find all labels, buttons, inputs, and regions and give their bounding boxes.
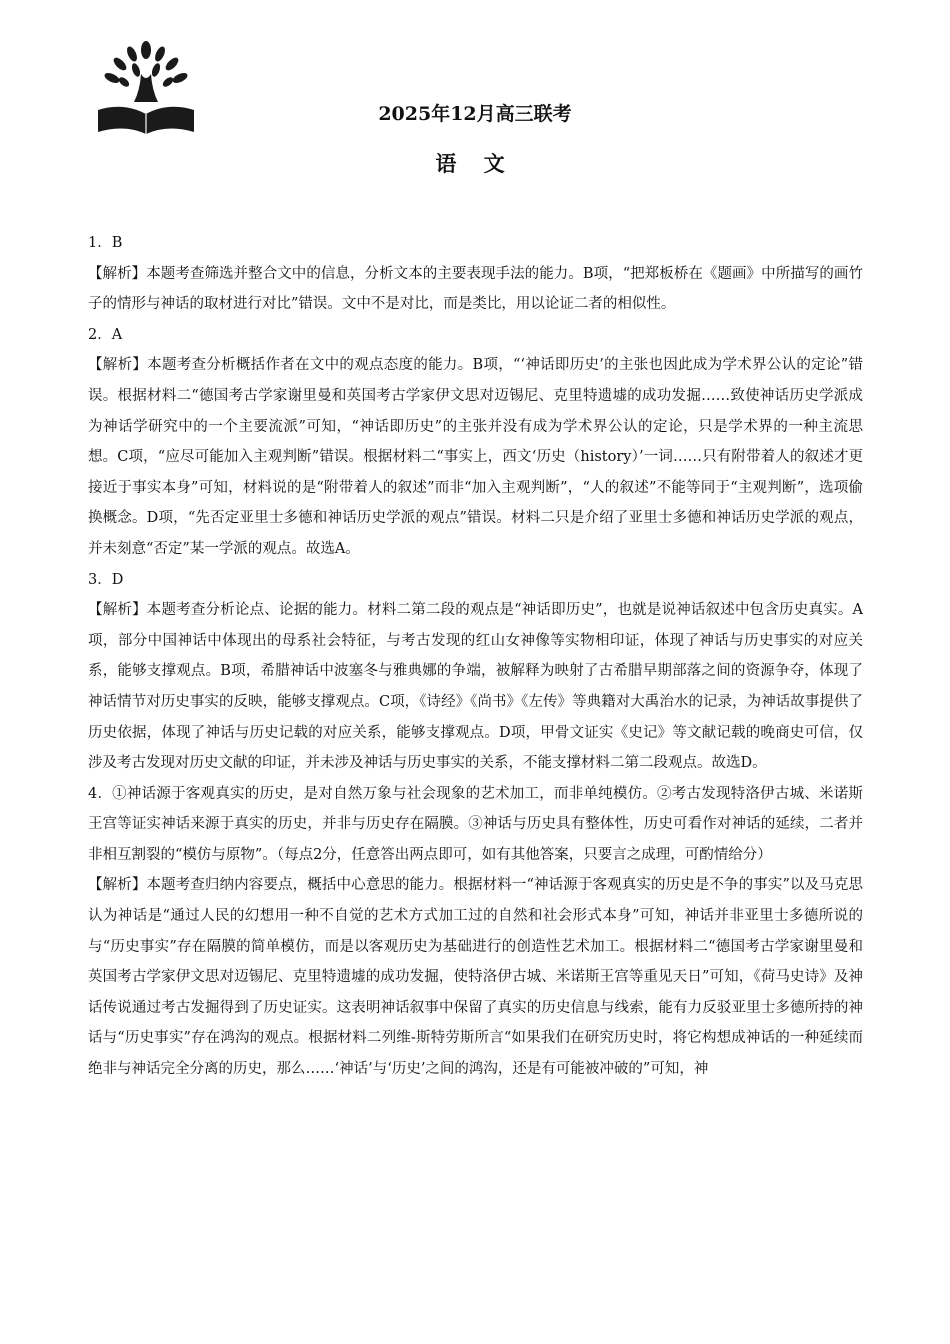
subject-title: 语 文 [435, 151, 515, 176]
analysis-2: 【解析】本题考查分析概括作者在文中的观点态度的能力。B项，“‘神话即历史’的主张也因此成为学术界公认的定论”错误。根据材料二“德国考古学家谢里曼和英国考古学家伊文思对迈锡尼、克里特遗墟的成功发掘……致使神话历史学派成为神话学研究中的一个主要流派”可知，“神话即历史”的主张并没有成为学术界公认的定论，只是学术界的一种主流思想。C项，“应尽可能加入主观判断”错误。根据材料二“事实上，西文‘历史（history）’一词……只有附带着人的叙述才更接近于事实本身”可知，材料说的是“附带着人的叙述”而非“加入主观判断”，“人的叙述”不能等同于“主观判断”，选项偷换概念。D项，“先否定亚里士多德和神话历史学派的观点”错误。材料二只是介绍了亚里士多德和神话历史学派的观点，并未刻意“否定”某一学派的观点。故选A。 [88, 357, 863, 557]
analysis-3: 【解析】本题考查分析论点、论据的能力。材料二第二段的观点是“神话即历史”，也就是说神话叙述中包含历史真实。A项，部分中国神话中体现出的母系社会特征，与考古发现的红山女神像等实物相印证，体现了神话与历史事实的对应关系，能够支撑观点。B项，希腊神话中波塞冬与雅典娜的争端，被解释为映射了古希腊早期部落之间的资源争夺，体现了神话情节对历史事实的反映，能够支撑观点。C项，《诗经》《尚书》《左传》等典籍对大禹治水的记录，为神话故事提供了历史依据，体现了神话与历史记载的对应关系，能够支撑观点。D项，甲骨文证实《史记》等文献记载的晚商史可信，仅涉及考古发现对历史文献的印证，并未涉及神话与历史事实的关系，不能支撑材料二第二段观点。故选D。 [88, 602, 863, 772]
answer-2: 2．A [88, 326, 123, 343]
analysis-4: 【解析】本题考查归纳内容要点，概括中心意思的能力。根据材料一“神话源于客观真实的历史是不争的事实”以及马克思认为神话是“通过人民的幻想用一种不自觉的艺术方式加工过的自然和社会形式本身”可知，神话并非亚里士多德所说的与“历史事实”存在隔膜的简单模仿，而是以客观历史为基础进行的创造性艺术加工。根据材料二“德国考古学家谢里曼和英国考古学家伊文思对迈锡尼、克里特遗墟的成功发掘，使特洛伊古城、米诺斯王宫等重见天日”可知，《荷马史诗》及神话传说通过考古发掘得到了历史证实。这表明神话叙事中保留了真实的历史信息与线索，能有力反驳亚里士多德所持的神话与“历史事实”存在鸿沟的观点。根据材料二列维-斯特劳斯所言“如果我们在研究历史时，将它构想成神话的一种延续而绝非与神话完全分离的历史，那么……‘神话’与‘历史’之间的鸿沟，还是有可能被冲破的”可知，神 [88, 877, 863, 1078]
answer-content [88, 228, 863, 1085]
answer-3: 3．D [88, 571, 124, 588]
exam-title: 2025年12月高三联考 [378, 103, 572, 125]
answer-4: 4．①神话源于客观真实的历史，是对自然万象与社会现象的艺术加工，而非单纯模仿。②考古发现特洛伊古城、米诺斯王宫等证实神话来源于真实的历史，并非与历史存在隔膜。③神话与历史具有整体性，历史可看作对神话的延续，二者并非相互割裂的“模仿与原物”。（每点2分，任意答出两点即可，如有其他答案，只要言之成理，可酌情给分） [88, 785, 863, 863]
answer-1: 1．B [88, 235, 123, 251]
analysis-1: 【解析】本题考查筛选并整合文中的信息，分析文本的主要表现手法的能力。B项，“把郑板桥在《题画》中所描写的画竹子的情形与神话的取材进行对比”错误。文中不是对比，而是类比，用以论证二者的相似性。 [88, 265, 863, 313]
